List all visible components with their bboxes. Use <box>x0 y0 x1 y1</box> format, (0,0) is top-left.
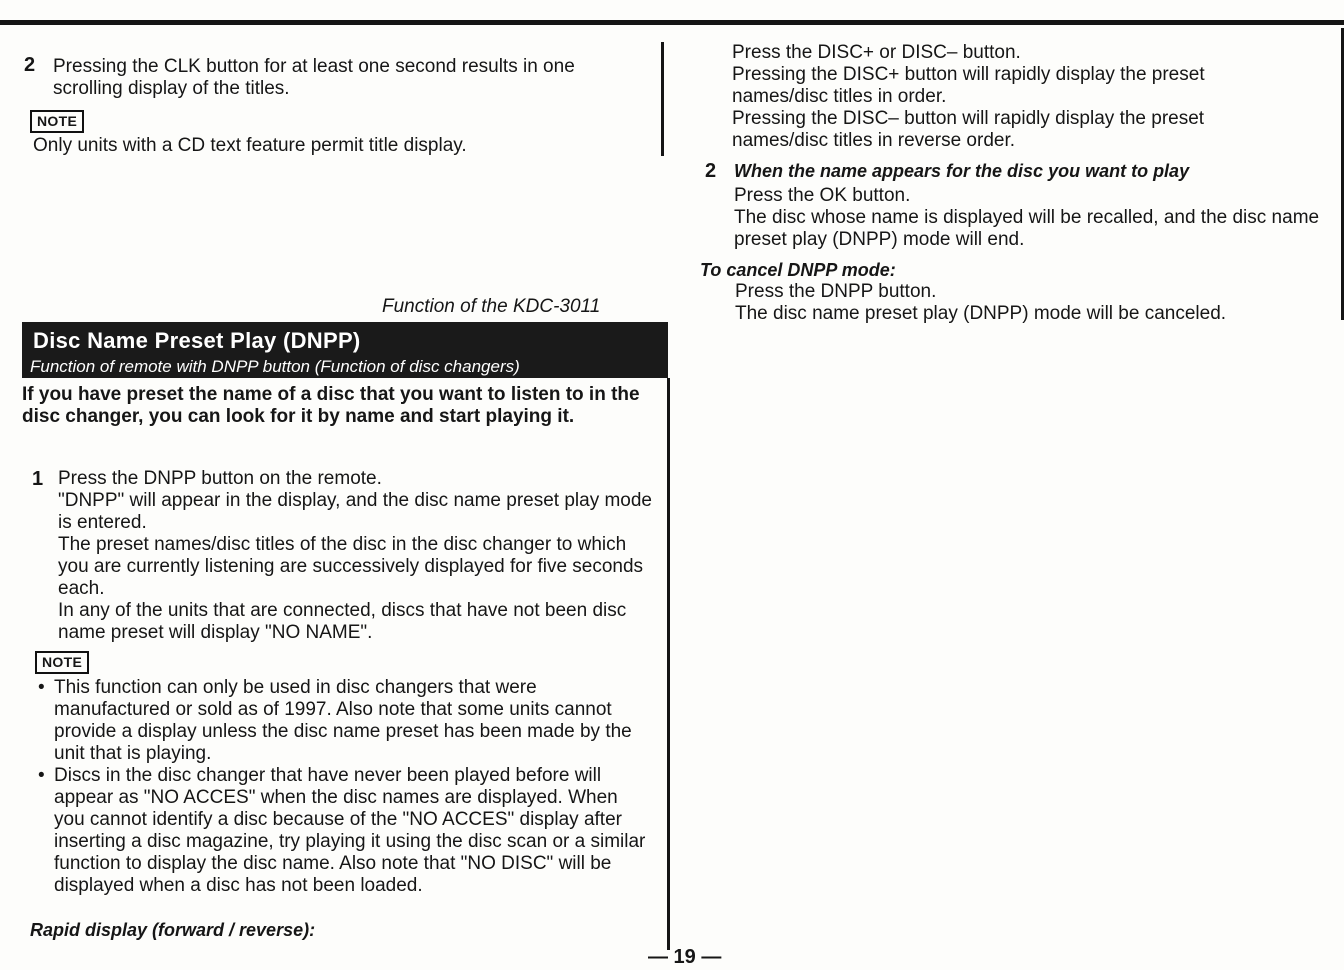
rapid-display-instructions <box>732 42 1292 152</box>
step-number: 2 <box>705 160 717 182</box>
cancel-body <box>735 281 1315 325</box>
page-number: — 19 — <box>648 946 722 968</box>
section-header-bar <box>22 322 668 378</box>
note-bullets <box>38 677 650 897</box>
step1-line: Press the DNPP button on the remote. <box>58 468 382 489</box>
cancel-line: The disc name preset play (DNPP) mode will be canceled. <box>735 303 1227 324</box>
step1-line: In any of the units that are connected, discs that have not been disc name preset will display "NO NAME". <box>58 600 627 643</box>
column-divider-bottom <box>667 378 670 950</box>
step-number: 1 <box>32 468 44 490</box>
step1-line: "DNPP" will appear in the display, and the disc name preset play mode is entered. <box>58 490 653 533</box>
bullet-dot-icon: • <box>38 765 45 786</box>
step-number: 2 <box>24 54 36 76</box>
step2-line: The disc whose name is displayed will be recalled, and the disc name preset play (DNPP) mode will end. <box>734 207 1320 250</box>
column-divider-top <box>661 42 664 156</box>
intro-paragraph: If you have preset the name of a disc that you want to listen to in the disc changer, you can look for it by name and start playing it. <box>22 384 640 427</box>
top-rule <box>0 20 1344 25</box>
step2-heading: When the name appears for the disc you want to play <box>734 161 1190 181</box>
rapid-line: Pressing the DISC+ button will rapidly display the preset names/disc titles in order. <box>732 64 1205 107</box>
note-text: Only units with a CD text feature permit title display. <box>33 135 467 156</box>
bullet-dot-icon: • <box>38 677 45 698</box>
function-caption: Function of the KDC-3011 <box>382 296 601 317</box>
step1-body <box>58 468 656 644</box>
rapid-display-heading: Rapid display (forward / reverse): <box>30 920 316 940</box>
rapid-line: Press the DISC+ or DISC– button. <box>732 42 1021 63</box>
step1-line: The preset names/disc titles of the disc in the disc changer to which you are currently listening are successively displayed for five seconds each. <box>58 534 644 599</box>
note-badge: NOTE <box>35 651 89 674</box>
note-badge: NOTE <box>30 110 84 133</box>
section-title: Disc Name Preset Play (DNPP) <box>33 328 361 353</box>
bullet-text: This function can only be used in disc changers that were manufactured or sold as of 1997. Also note that some units cannot provide a display unless the disc name preset has been made by the unit that is playing. <box>54 677 632 764</box>
rapid-line: Pressing the DISC– button will rapidly display the preset names/disc titles in reverse order. <box>732 108 1205 151</box>
note-bullet <box>38 765 650 897</box>
cancel-line: Press the DNPP button. <box>735 281 937 302</box>
bullet-text: Discs in the disc changer that have never been played before will appear as "NO ACCES" when the disc names are displayed. When you cannot identify a disc because of the "NO ACCES" display after inserting a disc magazine, try playing it using the disc scan or a similar function to display the disc name. Also note that "NO DISC" will be displayed when a disc has not been loaded. <box>54 765 646 896</box>
section-subtitle: Function of remote with DNPP button (Function of disc changers) <box>30 357 520 376</box>
step2-body <box>734 185 1334 251</box>
cancel-heading: To cancel DNPP mode: <box>700 260 896 280</box>
step2-line: Press the OK button. <box>734 185 911 206</box>
note-bullet <box>38 677 650 765</box>
step-text: Pressing the CLK button for at least one second results in one scrolling display of the titles. <box>53 56 575 99</box>
